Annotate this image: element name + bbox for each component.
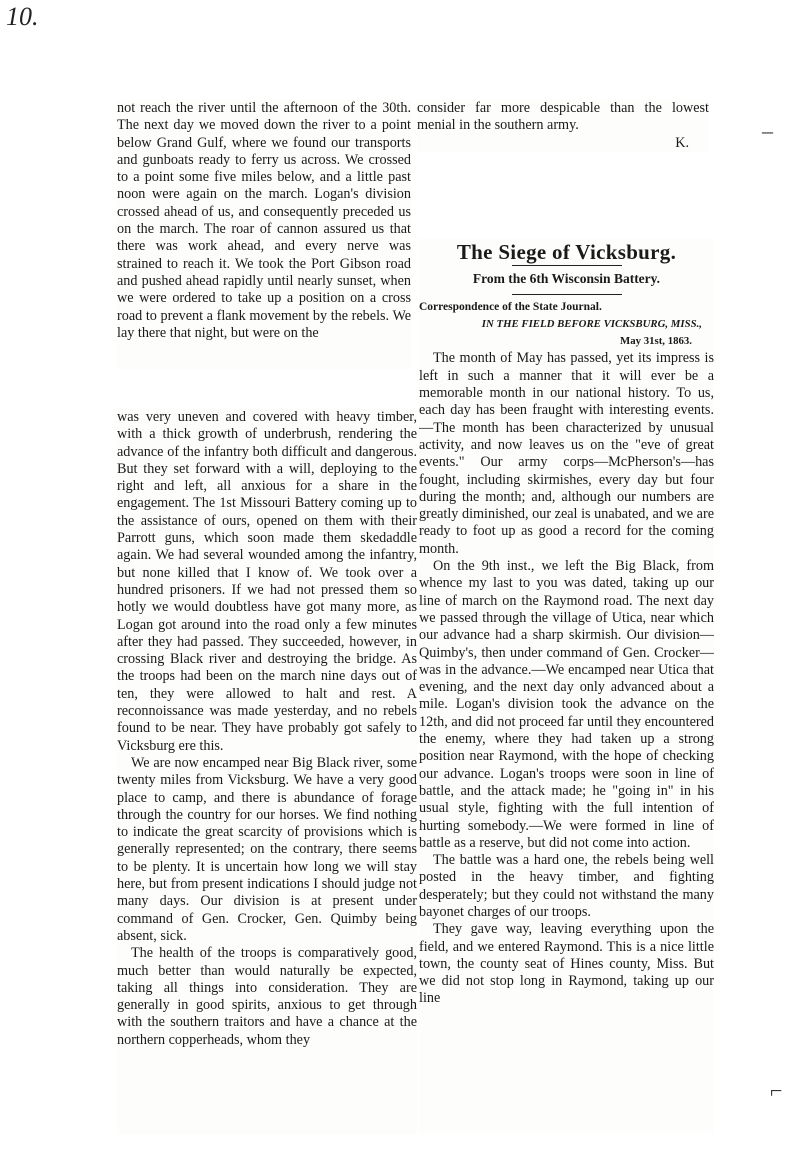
clip-c-text: consider far more despicable than the lowest menial in the southern army. [417, 100, 709, 134]
article-paragraph-2: On the 9th inst., we left the Big Black, from whence my last to you was dated, taking up our line of march on the Raymond road. The next day we passed through the village of Utica, near which our advance had a sharp skirmish. Our division—Quimby's, then under command of Gen. Crocker—was in the advance.—We encamped near Utica that evening, and the next day only advanced about a mile. Logan's division took the advance on the 12th, and did not proceed far until they encountered the enemy, where they had taken up a strong position near Raymond, with the hope of checking our advance. Logan's troops were soon in line of battle, and the attack made; he "going in" in his usual style, fighting with the full intention of hurting somebody.—We were formed in line of battle as a reserve, but did not come into action. [419, 558, 714, 851]
article-paragraph-4: They gave way, leaving everything upon the field, and we entered Raymond. This is a nice little town, the county seat of Hines county, Miss. But we did not stop long in Raymond, taking up our line [419, 921, 714, 1007]
article-subhead: From the 6th Wisconsin Battery. [472, 271, 661, 287]
headline-rule [512, 265, 622, 266]
page-number: 10. [6, 2, 39, 31]
clipping-column-top-left [117, 100, 411, 370]
article-siege-of-vicksburg [419, 238, 714, 1133]
clip-b-paragraph-1: was very uneven and covered with heavy timber, with a thick growth of underbrush, rendering the advance of the infantry both difficult and dangerous. But they set forward with a will, deploying to the right and left, all anxious for a share in the engagement. The 1st Missouri Battery coming up to the assistance of ours, opened on them with their Parrott guns, which soon made them skedaddle again. We had several wounded among the infantry, but none killed that I know of. We took over a hundred prisoners. If we had not pressed them so hotly we would doubtless have got many more, as Logan got around into the road only a few minutes after they had passed. They succeeded, however, in crossing Black river and destroying the bridge. As the troops had been on the march nine days out of ten, they were allowed to halt and rest. A reconnoissance was made yesterday, and no rebels found to be near. They have probably got safely to Vicksburg ere this. [117, 409, 417, 754]
clip-a-text: not reach the river until the afternoon of the 30th. The next day we moved down the river to a point below Grand Gulf, where we found our transports and gunboats ready to ferry us across. We crossed to a point some five miles below, and a little past noon were again on the march. Logan's division crossed ahead of us, and consequently preceded us on the march. The roar of cannon assured us that there was work ahead, and every nerve was strained to reach it. We took the Port Gibson road and pushed ahead rapidly until nearly sunset, when we were ordered to take up a position on a cross road to prevent a flank movement by the rebels. We lay there that night, but were on the [117, 100, 411, 341]
clip-b-paragraph-2: We are now encamped near Big Black river, some twenty miles from Vicksburg. We have a very good place to camp, and there is abundance of forage through the country for our horses. We find nothing to indicate the great scarcity of provisions which is generally represented; on the contrary, there seems to be plenty. It is uncertain how long we will stay here, but from present indications I should judge not many days. Our division is at present under command of Gen. Crocker, Gen. Quimby being absent, sick. [117, 754, 417, 944]
margin-mark-icon: ⌐ [770, 1078, 783, 1103]
signature: K. [675, 134, 689, 151]
dateline: IN THE FIELD BEFORE VICKSBURG, MISS., [481, 317, 702, 330]
article-paragraph-3: The battle was a hard one, the rebels being well posted in the heavy timber, and fighting desperately; but they could not withstand the many bayonet charges of our troops. [419, 852, 714, 920]
dateline-date: May 31st, 1863. [620, 335, 692, 348]
clip-b-paragraph-3: The health of the troops is comparatively good, much better than would naturally be expected, taking all things into consideration. They are generally in good spirits, anxious to get through with the southern traitors and have a chance at the northern copperheads, whom they [117, 945, 417, 1048]
clipping-column-bottom-left [117, 409, 417, 1134]
article-headline: The Siege of Vicksburg. [456, 240, 677, 264]
subhead-rule [512, 294, 622, 295]
clipping-column-top-right [417, 100, 709, 152]
correspondence-line: Correspondence of the State Journal. [419, 300, 602, 313]
margin-mark-icon: – [762, 118, 773, 143]
article-paragraph-1: The month of May has passed, yet its impress is left in such a manner that it will ever be a memorable month in our national history. To us, each day has been fraught with interesting events.—The month has been characterized by unusual activity, and now leaves us on the "eve of great events." Our army corps—McPherson's—has fought, including skirmishes, every day but four during the month; and, although our numbers are greatly diminished, our zeal is unabated, and we are ready to foot up as good a record for the coming month. [419, 350, 714, 557]
